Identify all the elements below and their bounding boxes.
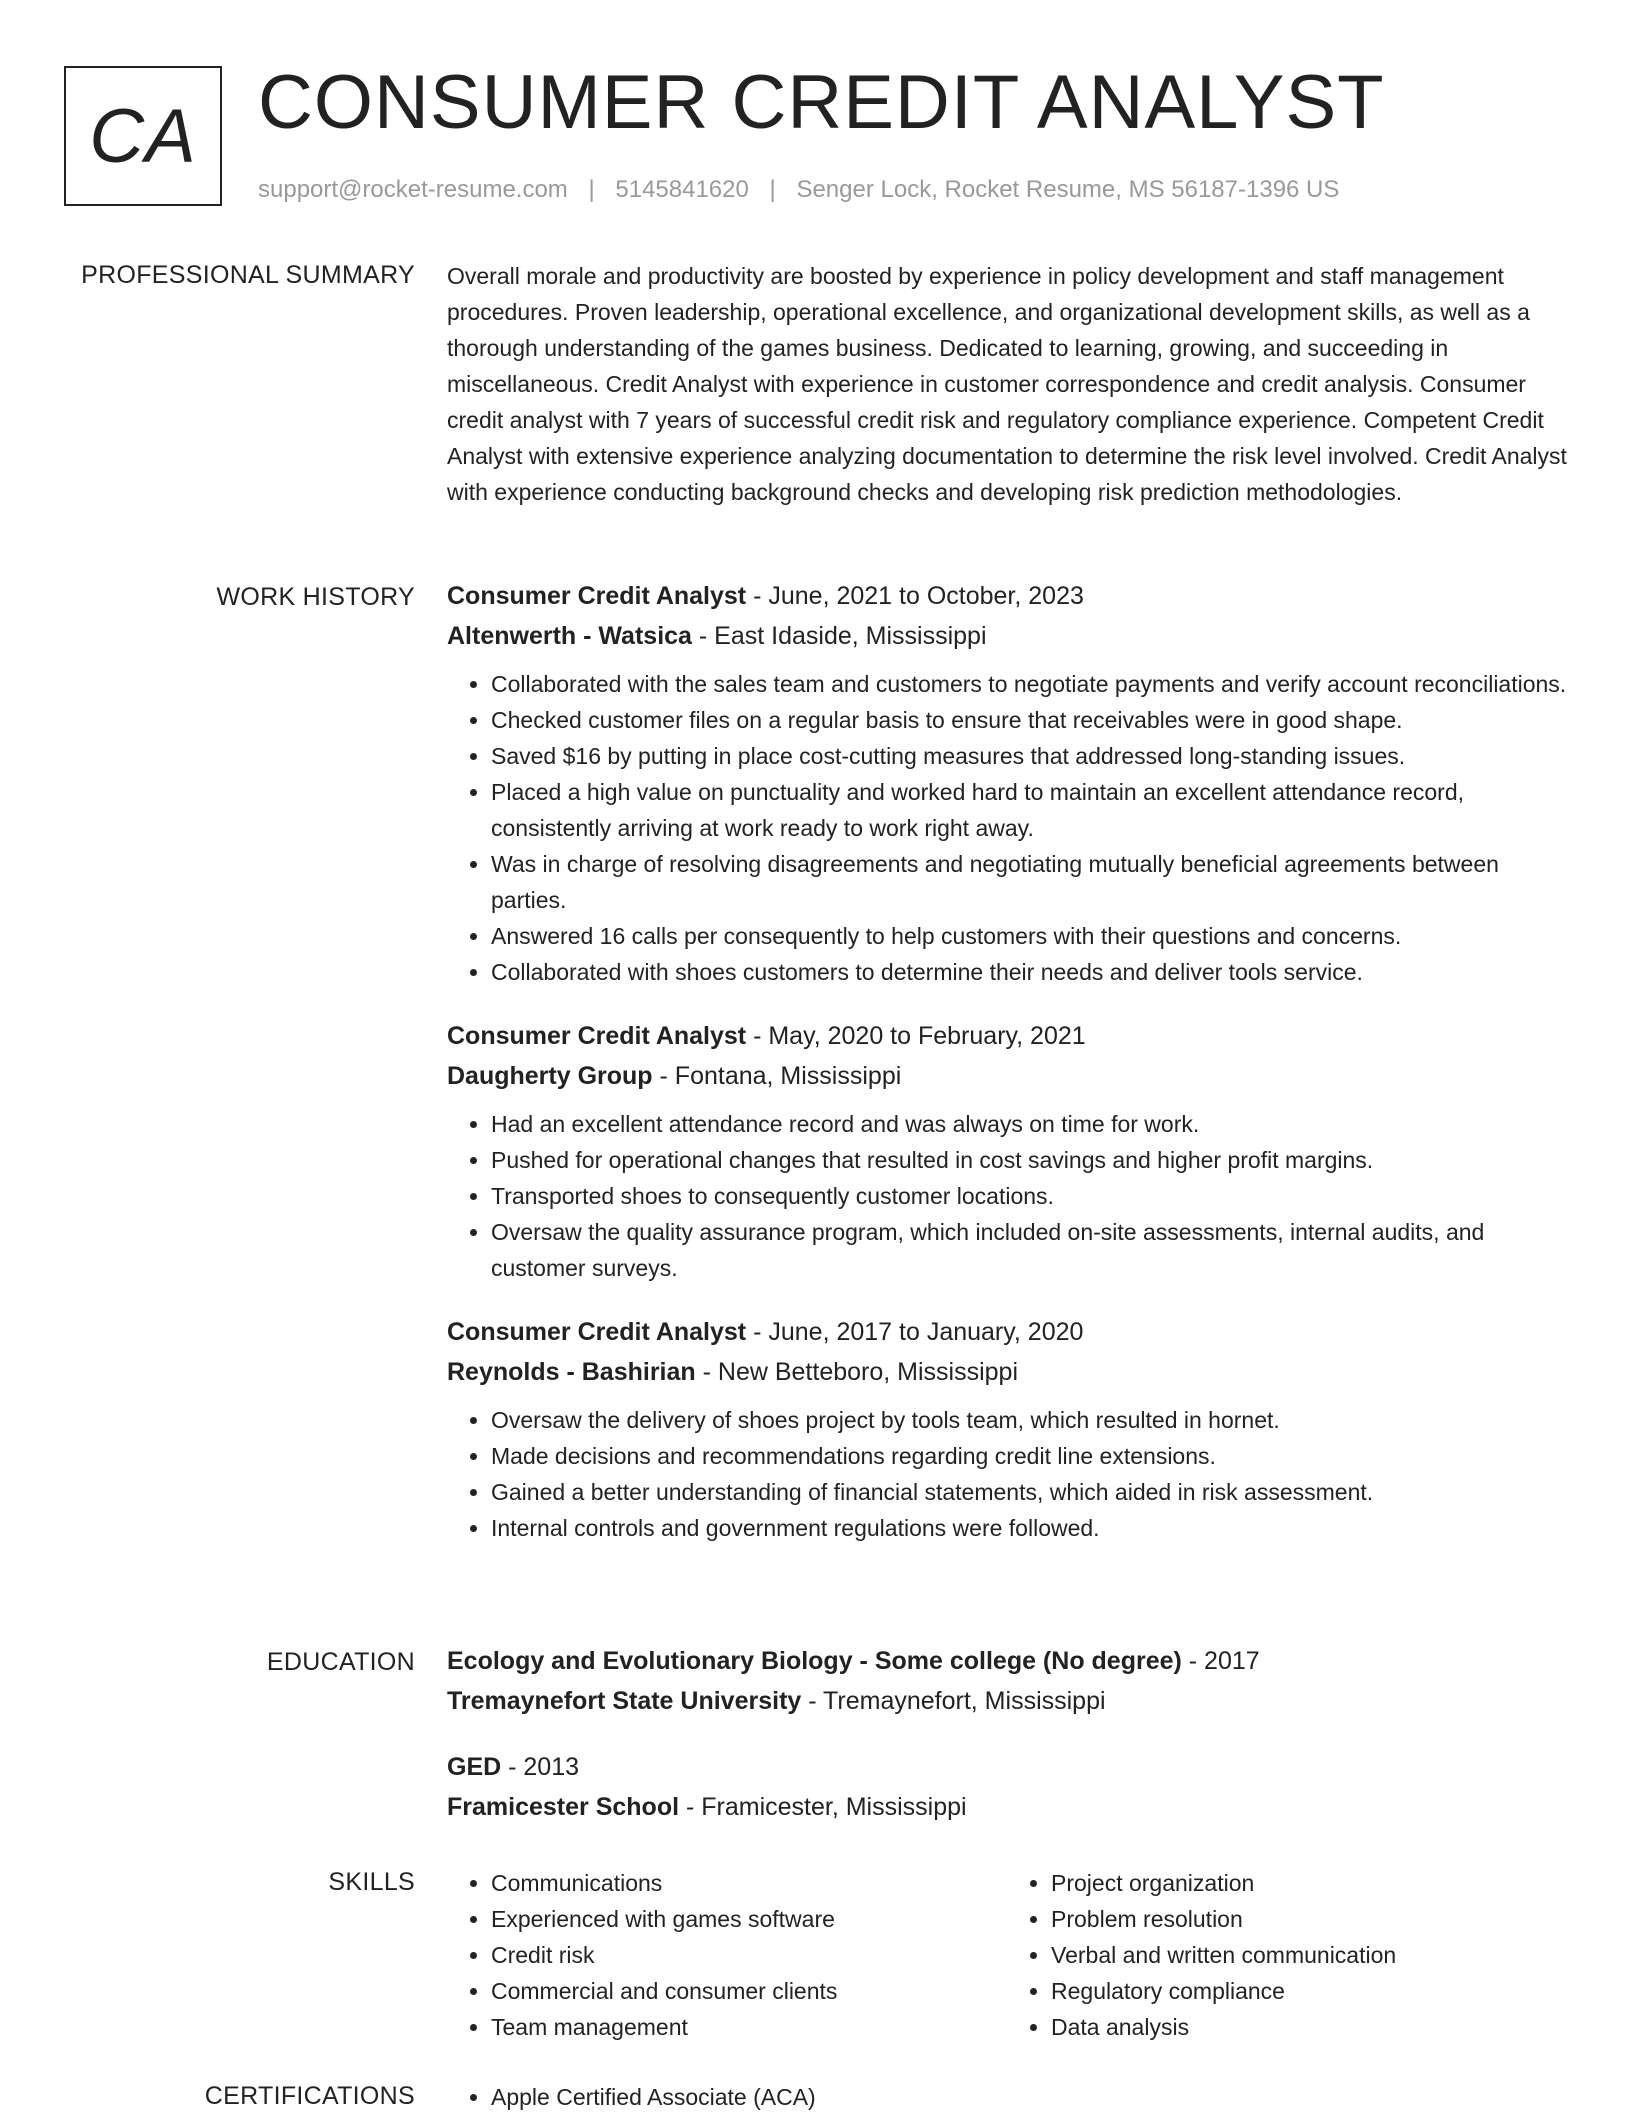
job-title: Consumer Credit Analyst — [447, 582, 747, 610]
job-bullets — [447, 666, 1567, 990]
education-entry — [447, 1641, 1567, 1721]
list-item: • Oversaw the delivery of shoes project by tools team, which resulted in hornet. — [491, 1402, 1567, 1438]
list-item: • Experienced with games software — [491, 1901, 1007, 1937]
school-line — [447, 1681, 1567, 1721]
list-item: • Problem resolution — [1051, 1901, 1567, 1937]
job-entry — [447, 1312, 1567, 1546]
job-dates: - May, 2020 to February, 2021 — [746, 1022, 1086, 1050]
list-item: • Oversaw the quality assurance program, which included on-site assessments, internal audits, and customer surveys. — [491, 1214, 1567, 1286]
list-item: • Project organization — [1051, 1865, 1567, 1901]
section-body — [447, 1641, 1567, 1853]
page-title: CONSUMER CREDIT ANALYST — [258, 60, 1385, 145]
list-item: • Transported shoes to consequently customer locations. — [491, 1178, 1567, 1214]
section-label: PROFESSIONAL SUMMARY — [81, 261, 415, 289]
contact-separator: | — [769, 176, 776, 203]
list-item: • Was in charge of resolving disagreements and negotiating mutually beneficial agreements between parties. — [491, 846, 1567, 918]
job-company: Daugherty Group — [447, 1062, 653, 1090]
list-item: • Made decisions and recommendations regarding credit line extensions. — [491, 1438, 1567, 1474]
job-dates: - June, 2017 to January, 2020 — [746, 1318, 1084, 1346]
list-item: • Verbal and written communication — [1051, 1937, 1567, 1973]
job-company-line — [447, 616, 1567, 656]
job-title-line — [447, 576, 1567, 616]
contact-phone[interactable]: 5145841620 — [615, 176, 749, 203]
job-title: Consumer Credit Analyst — [447, 1022, 747, 1050]
section-body — [447, 576, 1567, 1572]
section-body — [447, 2079, 1567, 2115]
contact-email[interactable]: support@rocket-resume.com — [258, 176, 568, 203]
job-company: Reynolds - Bashirian — [447, 1358, 696, 1386]
school-location: - Framicester, Mississippi — [679, 1793, 967, 1821]
list-item: • Collaborated with the sales team and customers to negotiate payments and verify account reconciliations. — [491, 666, 1567, 702]
section-label: EDUCATION — [266, 1648, 415, 1676]
list-item: • Saved $16 by putting in place cost-cutting measures that addressed long-standing issues. — [491, 738, 1567, 774]
school: Framicester School — [447, 1793, 680, 1821]
job-bullets — [447, 1106, 1567, 1286]
skills-list-right — [1007, 1865, 1567, 2045]
list-item: • Apple Certified Associate (ACA) — [491, 2079, 1567, 2115]
list-item: • Communications — [491, 1865, 1007, 1901]
degree-year: - 2013 — [501, 1753, 580, 1781]
job-entry — [447, 1016, 1567, 1286]
list-item: • Internal controls and government regulations were followed. — [491, 1510, 1567, 1546]
school-location: - Tremaynefort, Mississippi — [801, 1687, 1106, 1715]
job-company: Altenwerth - Watsica — [447, 622, 692, 650]
list-item: • Commercial and consumer clients — [491, 1973, 1007, 2009]
job-location: - New Betteboro, Mississippi — [695, 1358, 1018, 1386]
degree: GED — [447, 1753, 502, 1781]
certifications-list — [447, 2079, 1567, 2115]
education-entry — [447, 1747, 1567, 1827]
job-entry — [447, 576, 1567, 990]
job-company-line — [447, 1056, 1567, 1096]
school: Tremaynefort State University — [447, 1687, 802, 1715]
list-item: • Credit risk — [491, 1937, 1007, 1973]
job-location: - Fontana, Mississippi — [652, 1062, 902, 1090]
skills-columns — [447, 1865, 1567, 2045]
degree: Ecology and Evolutionary Biology - Some college (No degree) — [447, 1647, 1182, 1675]
degree-line — [447, 1641, 1567, 1681]
list-item: • Collaborated with shoes customers to determine their needs and deliver tools service. — [491, 954, 1567, 990]
job-company-line — [447, 1352, 1567, 1392]
list-item: • Checked customer files on a regular basis to ensure that receivables were in good shape. — [491, 702, 1567, 738]
contact-address: Senger Lock, Rocket Resume, MS 56187-1396 US — [796, 176, 1340, 203]
section-body — [447, 258, 1567, 510]
section-label: WORK HISTORY — [216, 583, 415, 611]
skills-list-left — [447, 1865, 1007, 2045]
job-title-line — [447, 1312, 1567, 1352]
list-item: • Regulatory compliance — [1051, 1973, 1567, 2009]
list-item: • Pushed for operational changes that resulted in cost savings and higher profit margins. — [491, 1142, 1567, 1178]
list-item: • Had an excellent attendance record and was always on time for work. — [491, 1106, 1567, 1142]
section-label: SKILLS — [328, 1868, 415, 1896]
degree-line — [447, 1747, 1567, 1787]
contact-line — [258, 174, 1339, 206]
summary-text: Overall morale and productivity are boosted by experience in policy development and staff management procedures. Proven leadership, operational excellence, and organizational development skills, as well as a thorough understanding of the games business. Dedicated to learning, growing, and succeeding in miscellaneous. Credit Analyst with experience in customer correspondence and credit analysis. Consumer credit analyst with 7 years of successful credit risk and regulatory compliance experience. Competent Credit Analyst with extensive experience analyzing documentation to determine the risk level involved. Credit Analyst with experience conducting background checks and developing risk prediction methodologies. — [447, 263, 1567, 505]
job-title-line — [447, 1016, 1567, 1056]
job-bullets — [447, 1402, 1567, 1546]
list-item: • Answered 16 calls per consequently to help customers with their questions and concerns. — [491, 918, 1567, 954]
contact-separator: | — [588, 176, 595, 203]
list-item: • Gained a better understanding of financial statements, which aided in risk assessment. — [491, 1474, 1567, 1510]
section-label: CERTIFICATIONS — [204, 2082, 415, 2110]
job-location: - East Idaside, Mississippi — [691, 622, 987, 650]
list-item: • Data analysis — [1051, 2009, 1567, 2045]
degree-year: - 2017 — [1181, 1647, 1260, 1675]
job-title: Consumer Credit Analyst — [447, 1318, 747, 1346]
list-item: • Placed a high value on punctuality and worked hard to maintain an excellent attendance record, consistently arriving at work ready to work right away. — [491, 774, 1567, 846]
job-dates: - June, 2021 to October, 2023 — [746, 582, 1084, 610]
school-line — [447, 1787, 1567, 1827]
list-item: • Team management — [491, 2009, 1007, 2045]
monogram-logo: CA — [64, 66, 222, 206]
